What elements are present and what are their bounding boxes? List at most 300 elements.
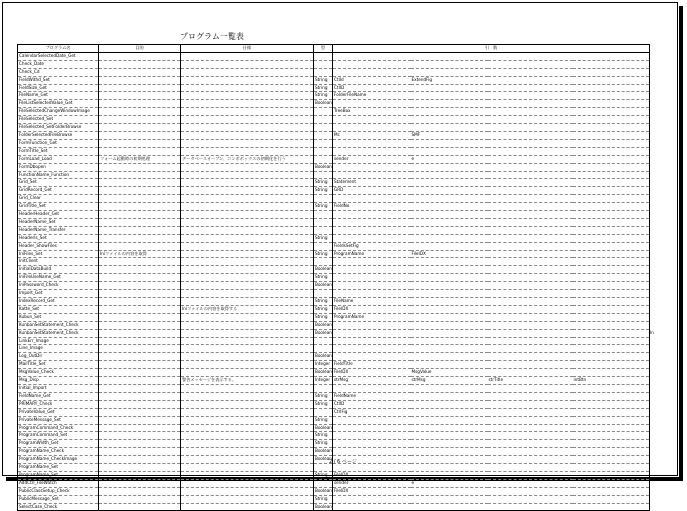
cell-type: String — [314, 187, 333, 195]
cell-program-name: Log_OutDir — [18, 353, 99, 361]
cell-type — [314, 479, 333, 487]
cell-arg-4 — [573, 131, 650, 139]
cell-type: Boolean — [314, 266, 333, 274]
cell-arg-1 — [333, 495, 411, 503]
cell-purpose — [99, 187, 181, 195]
cell-arg-1: GRD — [333, 187, 411, 195]
cell-arg-2 — [411, 171, 488, 179]
cell-purpose — [99, 337, 181, 345]
cell-spec — [181, 392, 314, 400]
cell-arg-1 — [333, 384, 411, 392]
col-header-type: 型 — [314, 45, 333, 53]
cell-arg-3 — [488, 416, 573, 424]
cell-arg-4 — [573, 155, 650, 163]
cell-type: String — [314, 274, 333, 282]
cell-type: Boolean — [314, 321, 333, 329]
cell-arg-4 — [573, 282, 650, 290]
table-row — [18, 52, 650, 60]
cell-arg-4 — [573, 345, 650, 353]
cell-spec — [181, 313, 314, 321]
cell-type — [314, 345, 333, 353]
cell-type — [314, 337, 333, 345]
cell-arg-4: intBtn — [573, 377, 650, 385]
cell-arg-3 — [488, 353, 573, 361]
cell-purpose — [99, 345, 181, 353]
cell-arg-4 — [573, 266, 650, 274]
cell-arg-2 — [411, 456, 488, 464]
cell-program-name: FileListSelectedValue_Get — [18, 100, 99, 108]
cell-arg-2 — [411, 440, 488, 448]
cell-arg-4 — [573, 353, 650, 361]
cell-arg-1: Mc — [333, 131, 411, 139]
cell-arg-1: FieldTitle — [333, 361, 411, 369]
cell-program-name: ProgramName_Set — [18, 464, 99, 472]
cell-type: String — [314, 432, 333, 440]
cell-spec — [181, 203, 314, 211]
cell-arg-3 — [488, 282, 573, 290]
cell-purpose — [99, 424, 181, 432]
cell-program-name: ProgramName_Check — [18, 448, 99, 456]
cell-arg-2 — [411, 52, 488, 60]
cell-arg-3 — [488, 68, 573, 76]
cell-type: String — [314, 179, 333, 187]
cell-arg-4 — [573, 52, 650, 60]
cell-arg-3 — [488, 392, 573, 400]
cell-arg-3 — [488, 155, 573, 163]
cell-program-name: Check_Date — [18, 60, 99, 68]
cell-spec — [181, 290, 314, 298]
cell-program-name: GridRecord_Get — [18, 187, 99, 195]
cell-purpose: Iniファイルの内容を取得 — [99, 250, 181, 258]
cell-arg-2 — [411, 68, 488, 76]
cell-arg-3 — [488, 92, 573, 100]
cell-program-name: IniFiles_Set — [18, 250, 99, 258]
cell-arg-1: TreeBox — [333, 108, 411, 116]
cell-purpose — [99, 163, 181, 171]
cell-spec — [181, 60, 314, 68]
cell-program-name: AddCtrl_FileWatch — [18, 479, 99, 487]
cell-arg-2 — [411, 116, 488, 124]
cell-arg-1 — [333, 226, 411, 234]
cell-program-name: HeaderIs_Set — [18, 234, 99, 242]
cell-spec — [181, 321, 314, 329]
cell-program-name: Line_Image — [18, 345, 99, 353]
cell-purpose — [99, 377, 181, 385]
cell-arg-4 — [573, 124, 650, 132]
cell-program-name: LinkErr_Image — [18, 337, 99, 345]
cell-program-name: HeaderName_Transfer — [18, 226, 99, 234]
cell-arg-4 — [573, 242, 650, 250]
cell-purpose — [99, 92, 181, 100]
cell-spec — [181, 234, 314, 242]
cell-arg-3 — [488, 408, 573, 416]
cell-arg-2 — [411, 108, 488, 116]
cell-program-name: FieldName_Get — [18, 392, 99, 400]
cell-spec — [181, 440, 314, 448]
cell-program-name: MailTitle_Set — [18, 361, 99, 369]
cell-arg-2 — [411, 234, 488, 242]
page-title: プログラム一覧表 — [180, 32, 244, 41]
cell-type: String — [314, 92, 333, 100]
cell-arg-1 — [333, 440, 411, 448]
cell-purpose — [99, 203, 181, 211]
table-row — [18, 84, 650, 92]
cell-program-name: FileSelected_SetFolderBrowse — [18, 124, 99, 132]
cell-arg-4 — [573, 187, 650, 195]
cell-type: String — [314, 416, 333, 424]
cell-type: Boolean — [314, 503, 333, 511]
cell-arg-2: MsgValue — [411, 369, 488, 377]
cell-arg-2 — [411, 179, 488, 187]
cell-arg-3 — [488, 384, 573, 392]
cell-program-name: FieldSize_Get — [18, 84, 99, 92]
cell-arg-2 — [411, 424, 488, 432]
cell-purpose — [99, 211, 181, 219]
cell-type: String — [314, 298, 333, 306]
cell-arg-1 — [333, 337, 411, 345]
table-row — [18, 361, 650, 369]
cell-spec — [181, 258, 314, 266]
cell-spec — [181, 218, 314, 226]
cell-arg-3 — [488, 274, 573, 282]
cell-arg-3 — [488, 321, 573, 329]
cell-type — [314, 226, 333, 234]
cell-arg-4 — [573, 313, 650, 321]
cell-spec — [181, 432, 314, 440]
cell-program-name: ProgramCommand_Check — [18, 424, 99, 432]
cell-spec: 警告メッセージを表示する。 — [181, 377, 314, 385]
cell-arg-2: strMsg — [411, 377, 488, 385]
cell-type: String — [314, 313, 333, 321]
cell-arg-2 — [411, 258, 488, 266]
cell-arg-2 — [411, 345, 488, 353]
cell-arg-1 — [333, 171, 411, 179]
table-row — [18, 337, 650, 345]
cell-arg-3 — [488, 361, 573, 369]
cell-spec — [181, 124, 314, 132]
cell-arg-1: Statement — [333, 179, 411, 187]
cell-arg-2 — [411, 361, 488, 369]
table-row — [18, 139, 650, 147]
table-row — [18, 282, 650, 290]
cell-arg-3 — [488, 503, 573, 511]
cell-purpose — [99, 503, 181, 511]
cell-spec — [181, 464, 314, 472]
cell-arg-2 — [411, 392, 488, 400]
cell-arg-1: ProgramName — [333, 313, 411, 321]
cell-program-name: FormLoad_Load — [18, 155, 99, 163]
col-header-program-name: プログラム名 — [18, 45, 99, 53]
cell-spec — [181, 408, 314, 416]
cell-program-name: FieldWithd_Set — [18, 76, 99, 84]
cell-purpose — [99, 100, 181, 108]
cell-purpose — [99, 440, 181, 448]
cell-program-name: PRIMARY_Check — [18, 400, 99, 408]
cell-arg-2 — [411, 353, 488, 361]
cell-arg-2: ExtendFig — [411, 76, 488, 84]
table-row — [18, 92, 650, 100]
cell-spec — [181, 84, 314, 92]
cell-arg-2 — [411, 163, 488, 171]
cell-program-name: FileSelectedChangeWindowImage — [18, 108, 99, 116]
cell-spec: データベースオープン、コンボボックスの初期化を行う — [181, 155, 314, 163]
cell-arg-3 — [488, 218, 573, 226]
cell-arg-3 — [488, 84, 573, 92]
cell-arg-1: FileIDX — [333, 471, 411, 479]
cell-purpose — [99, 432, 181, 440]
cell-purpose — [99, 131, 181, 139]
table-row — [18, 392, 650, 400]
cell-arg-4 — [573, 369, 650, 377]
cell-arg-1 — [333, 290, 411, 298]
cell-arg-4 — [573, 195, 650, 203]
page-shadow-right — [679, 6, 683, 480]
table-row — [18, 353, 650, 361]
cell-program-name: Check_Cd — [18, 68, 99, 76]
cell-arg-4 — [573, 384, 650, 392]
cell-arg-4 — [573, 448, 650, 456]
cell-type — [314, 147, 333, 155]
table-body — [18, 52, 650, 511]
table-row — [18, 68, 650, 76]
cell-purpose — [99, 242, 181, 250]
cell-arg-3 — [488, 345, 573, 353]
table-row — [18, 203, 650, 211]
cell-arg-4 — [573, 456, 650, 464]
cell-type — [314, 242, 333, 250]
cell-arg-2 — [411, 321, 488, 329]
cell-arg-1 — [333, 416, 411, 424]
cell-type: Boolean — [314, 448, 333, 456]
cell-purpose — [99, 369, 181, 377]
cell-arg-4 — [573, 487, 650, 495]
cell-program-name: IniFileUseName_Get — [18, 274, 99, 282]
cell-arg-3 — [488, 100, 573, 108]
cell-purpose — [99, 448, 181, 456]
cell-spec — [181, 456, 314, 464]
cell-type: String — [314, 440, 333, 448]
cell-arg-1 — [333, 116, 411, 124]
cell-arg-4 — [573, 258, 650, 266]
cell-purpose — [99, 321, 181, 329]
cell-arg-1 — [333, 60, 411, 68]
cell-spec — [181, 250, 314, 258]
cell-arg-3 — [488, 147, 573, 155]
cell-arg-3 — [488, 187, 573, 195]
cell-arg-1 — [333, 432, 411, 440]
cell-arg-3 — [488, 400, 573, 408]
cell-type: Boolean — [314, 456, 333, 464]
cell-program-name: FormTitle_Set — [18, 147, 99, 155]
cell-arg-1 — [333, 424, 411, 432]
cell-arg-4 — [573, 392, 650, 400]
cell-purpose — [99, 60, 181, 68]
cell-type — [314, 218, 333, 226]
cell-purpose — [99, 408, 181, 416]
cell-spec — [181, 147, 314, 155]
cell-program-name: KunbanSetStatement_Check — [18, 321, 99, 329]
cell-arg-3 — [488, 424, 573, 432]
table-row — [18, 187, 650, 195]
cell-arg-3 — [488, 258, 573, 266]
cell-program-name: HeaderName_Set — [18, 218, 99, 226]
cell-spec — [181, 116, 314, 124]
cell-purpose — [99, 147, 181, 155]
cell-spec — [181, 424, 314, 432]
cell-arg-2 — [411, 408, 488, 416]
table-row — [18, 329, 650, 337]
cell-type — [314, 211, 333, 219]
cell-arg-3 — [488, 448, 573, 456]
cell-type: Integer — [314, 361, 333, 369]
cell-arg-3 — [488, 440, 573, 448]
cell-arg-4 — [573, 203, 650, 211]
cell-arg-4 — [573, 171, 650, 179]
col-header-args: 引 数 — [333, 45, 650, 53]
cell-purpose — [99, 274, 181, 282]
cell-purpose — [99, 313, 181, 321]
cell-program-name: IniPassword_Check — [18, 282, 99, 290]
cell-arg-3 — [488, 432, 573, 440]
cell-spec — [181, 353, 314, 361]
cell-arg-2 — [411, 305, 488, 313]
cell-purpose — [99, 353, 181, 361]
cell-arg-2 — [411, 84, 488, 92]
cell-purpose — [99, 116, 181, 124]
cell-arg-4 — [573, 84, 650, 92]
cell-arg-2 — [411, 384, 488, 392]
cell-arg-2 — [411, 242, 488, 250]
cell-arg-3 — [488, 329, 573, 337]
cell-arg-2 — [411, 487, 488, 495]
table-row — [18, 384, 650, 392]
cell-type: String — [314, 305, 333, 313]
cell-program-name: HeaderHeader_Get — [18, 211, 99, 219]
cell-purpose — [99, 282, 181, 290]
cell-program-name: GridTitle_Set — [18, 203, 99, 211]
cell-arg-1: FieldName — [333, 392, 411, 400]
table-row — [18, 250, 650, 258]
cell-type: Boolean — [314, 100, 333, 108]
table-row — [18, 234, 650, 242]
cell-type — [314, 124, 333, 132]
cell-arg-4 — [573, 274, 650, 282]
cell-program-name: FunctionName_Function — [18, 171, 99, 179]
cell-purpose — [99, 400, 181, 408]
cell-arg-3 — [488, 60, 573, 68]
cell-arg-2: FileIDX — [411, 250, 488, 258]
cell-arg-1 — [333, 52, 411, 60]
page-footer: 2 / 6 ページ — [329, 459, 357, 465]
table-row — [18, 369, 650, 377]
cell-arg-4 — [573, 234, 650, 242]
cell-arg-1: FileIDX — [333, 305, 411, 313]
cell-arg-3 — [488, 234, 573, 242]
cell-purpose — [99, 456, 181, 464]
cell-spec — [181, 179, 314, 187]
cell-purpose — [99, 179, 181, 187]
cell-program-name: Import_Get — [18, 290, 99, 298]
cell-arg-4 — [573, 76, 650, 84]
table-row — [18, 495, 650, 503]
cell-arg-1: CtrlFig — [333, 408, 411, 416]
cell-spec — [181, 369, 314, 377]
cell-spec — [181, 416, 314, 424]
cell-arg-1 — [333, 321, 411, 329]
cell-program-name: Katte_Set — [18, 305, 99, 313]
cell-type: String — [314, 392, 333, 400]
cell-arg-3 — [488, 369, 573, 377]
table-row — [18, 131, 650, 139]
cell-arg-3 — [488, 290, 573, 298]
cell-program-name: PublicMessage_Set — [18, 495, 99, 503]
table-row — [18, 60, 650, 68]
cell-spec — [181, 487, 314, 495]
cell-type: String — [314, 250, 333, 258]
cell-arg-2 — [411, 282, 488, 290]
table-row — [18, 503, 650, 511]
cell-arg-3 — [488, 116, 573, 124]
cell-purpose — [99, 471, 181, 479]
cell-program-name: FolderSelectedFileBrowse — [18, 131, 99, 139]
cell-program-name: Kubun_Set — [18, 313, 99, 321]
cell-type: Boolean — [314, 329, 333, 337]
col-header-purpose: 目的 — [99, 45, 181, 53]
cell-arg-4 — [573, 503, 650, 511]
cell-purpose — [99, 218, 181, 226]
cell-arg-3 — [488, 163, 573, 171]
cell-spec — [181, 361, 314, 369]
table-row — [18, 211, 650, 219]
cell-program-name: FormDbopen — [18, 163, 99, 171]
cell-arg-2 — [411, 147, 488, 155]
cell-arg-4 — [573, 329, 650, 337]
cell-arg-4 — [573, 179, 650, 187]
cell-purpose — [99, 124, 181, 132]
cell-arg-2 — [411, 503, 488, 511]
cell-arg-4 — [573, 250, 650, 258]
cell-purpose — [99, 329, 181, 337]
table-row — [18, 440, 650, 448]
cell-type — [314, 68, 333, 76]
cell-arg-3 — [488, 179, 573, 187]
cell-purpose — [99, 171, 181, 179]
cell-arg-1 — [333, 211, 411, 219]
cell-arg-3 — [488, 139, 573, 147]
cell-arg-2 — [411, 100, 488, 108]
cell-arg-3 — [488, 479, 573, 487]
cell-purpose — [99, 52, 181, 60]
cell-arg-2 — [411, 266, 488, 274]
cell-arg-2 — [411, 60, 488, 68]
cell-arg-4 — [573, 226, 650, 234]
cell-arg-1: FieldsSetFig — [333, 242, 411, 250]
cell-arg-3 — [488, 337, 573, 345]
cell-arg-4 — [573, 298, 650, 306]
cell-arg-1 — [333, 195, 411, 203]
cell-type: String — [314, 234, 333, 242]
cell-purpose — [99, 234, 181, 242]
table-row — [18, 171, 650, 179]
cell-spec — [181, 226, 314, 234]
cell-arg-4 — [573, 337, 650, 345]
cell-type: Boolean — [314, 163, 333, 171]
cell-arg-4 — [573, 464, 650, 472]
cell-arg-4 — [573, 163, 650, 171]
table-row — [18, 448, 650, 456]
cell-arg-3 — [488, 313, 573, 321]
cell-type: Integer — [314, 377, 333, 385]
